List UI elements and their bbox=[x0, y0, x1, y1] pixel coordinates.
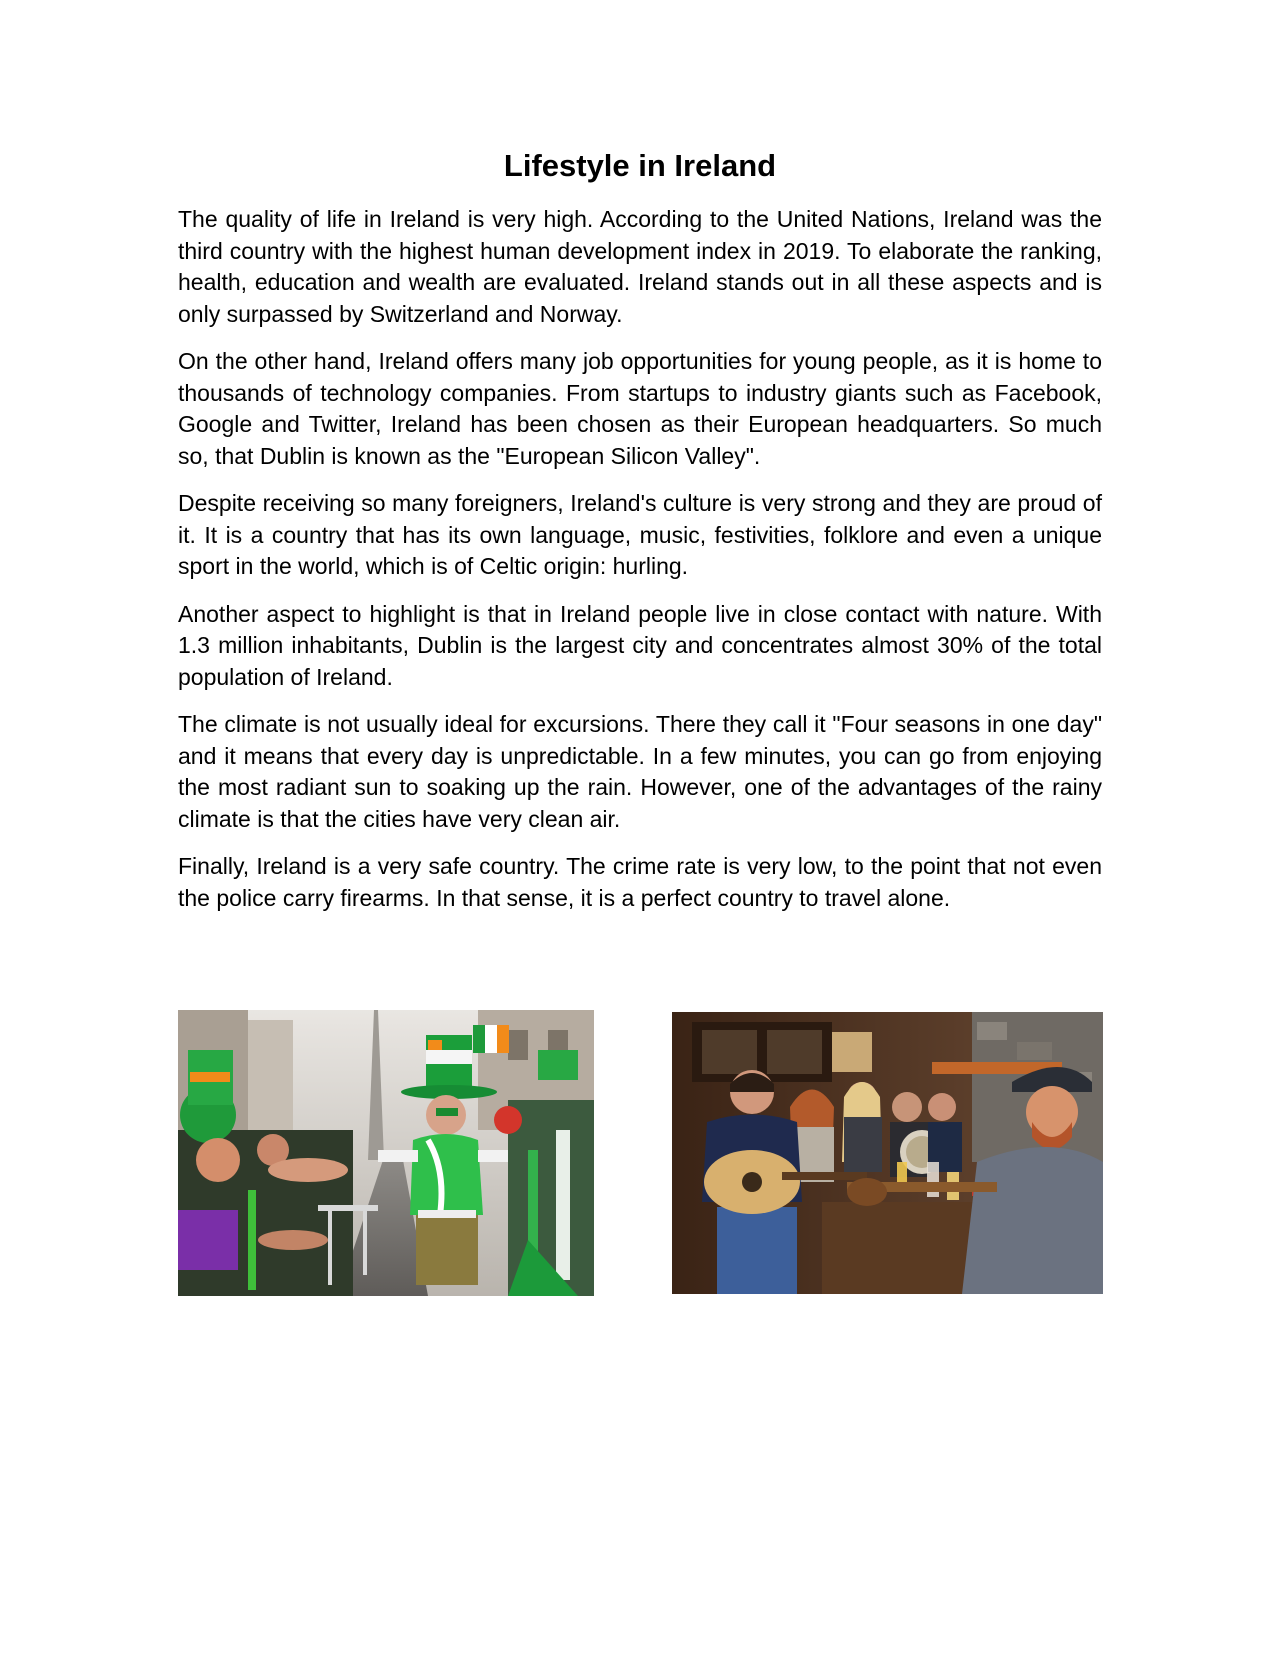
paragraph-quality-of-life: The quality of life in Ireland is very high. According to the United Nations, Ireland was the third country with the highest human development index in 2019. To elaborate the ranking, health, education and wealth are evaluated. Ireland stands out in all these aspects and is only surpassed by Switzerland and Norway. bbox=[178, 206, 1102, 327]
paragraph-nature: Another aspect to highlight is that in Ireland people live in close contact with nature. With 1.3 million inhabitants, Dublin is the largest city and concentrates almost 30% of the total population of Ireland. bbox=[178, 600, 1102, 690]
paragraph-climate: The climate is not usually ideal for excursions. There they call it "Four seasons in one day" and it means that every day is unpredictable. In a few minutes, you can go from enjoying the most radiant sun to soaking up the rain. However, one of the advantages of the rainy climate is that the cities have very clean air. bbox=[178, 711, 1102, 832]
parade-illustration bbox=[178, 1010, 594, 1296]
document-body bbox=[178, 204, 1102, 930]
paragraph-safety: Finally, Ireland is a very safe country. The crime rate is very low, to the point that not even the police carry firearms. In that sense, it is a perfect country to travel alone. bbox=[178, 853, 1102, 911]
document-title: Lifestyle in Ireland bbox=[503, 148, 777, 183]
paragraph-culture: Despite receiving so many foreigners, Ireland's culture is very strong and they are proud of it. It is a country that has its own language, music, festivities, folklore and even a unique sport in the world, which is of Celtic origin: hurling. bbox=[178, 490, 1102, 579]
pub-session-illustration bbox=[672, 1012, 1103, 1294]
paragraph-job-opportunities: On the other hand, Ireland offers many job opportunities for young people, as it is home to thousands of technology companies. From startups to industry giants such as Facebook, Google and Twitter, Ireland has been chosen as their European headquarters. So much so, that Dublin is known as the "European Silicon Valley". bbox=[178, 348, 1102, 469]
st-patricks-parade-photo bbox=[178, 1010, 594, 1296]
pub-music-session-photo bbox=[672, 1012, 1103, 1294]
